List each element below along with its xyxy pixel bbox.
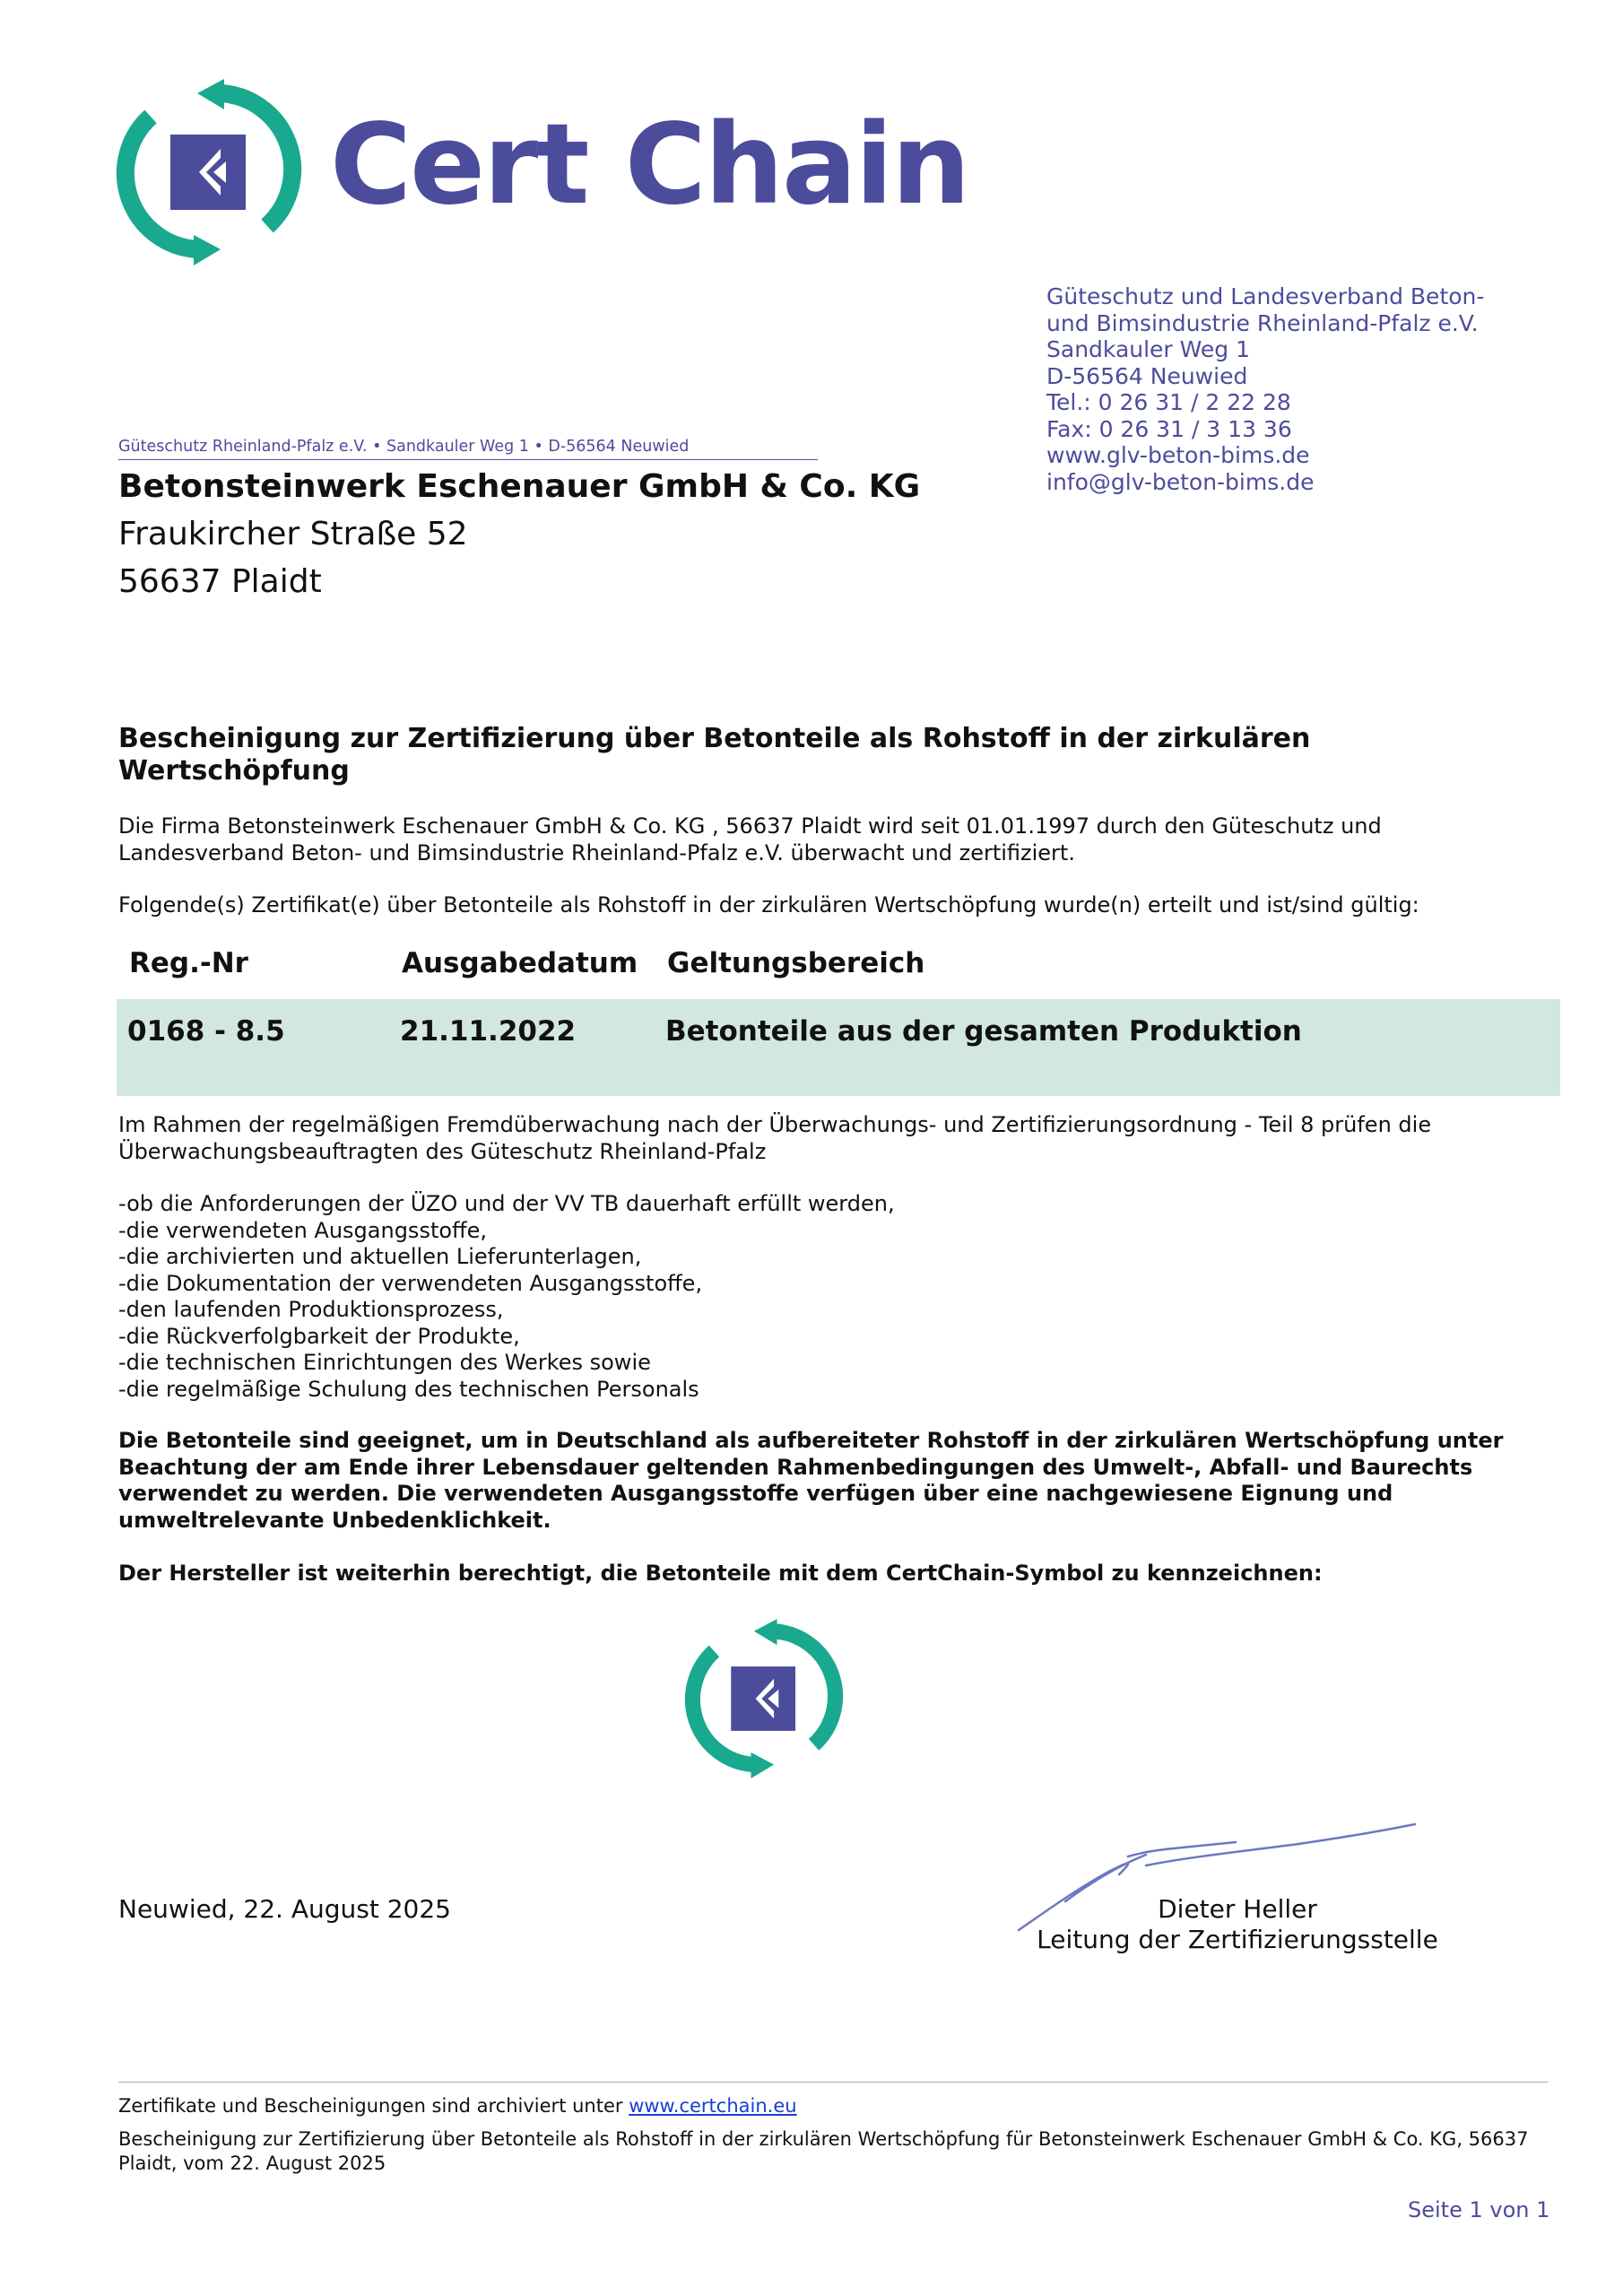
return-address: Güteschutz Rheinland-Pfalz e.V. • Sandkauler Weg 1 • D-56564 Neuwied	[118, 438, 818, 460]
list-item: -ob die Anforderungen der ÜZO und der VV TB dauerhaft erfüllt werden,	[118, 1191, 895, 1216]
document-title: Bescheinigung zur Zertifizierung über Betonteile als Rohstoff in der zirkulären Wertschöpfung	[118, 723, 1311, 787]
signer-block	[1022, 1894, 1453, 1955]
certificate-lead: Folgende(s) Zertifikat(e) über Betonteile als Rohstoff in der zirkulären Wertschöpfung wurde(n) erteilt und ist/sind gültig:	[118, 892, 1419, 918]
list-item: -die Dokumentation der verwendeten Ausgangsstoffe,	[118, 1270, 703, 1296]
monitoring-paragraph: Im Rahmen der regelmäßigen Fremdüberwachung nach der Überwachungs- und Zertifizierungsordnung - Teil 8 prüfen die Überwachungsbeauftragten des Güteschutz Rheinland-Pfalz	[118, 1112, 1432, 1164]
list-item: -den laufenden Produktionsprozess,	[118, 1297, 504, 1322]
recipient-name: Betonsteinwerk Eschenauer GmbH & Co. KG	[118, 468, 921, 505]
sender-fax: Fax: 0 26 31 / 3 13 36	[1046, 415, 1292, 442]
sender-line: Sandkauler Weg 1	[1046, 336, 1251, 362]
header-reg-nr: Reg.-Nr	[129, 947, 248, 979]
sender-line: Güteschutz und Landesverband Beton-	[1046, 283, 1485, 309]
sender-line: und Bimsindustrie Rheinland-Pfalz e.V.	[1046, 309, 1479, 336]
archive-prefix: Zertifikate und Bescheinigungen sind archiviert unter	[118, 2095, 629, 2117]
recipient-city: 56637 Plaidt	[118, 563, 322, 600]
cert-chain-symbol-icon	[683, 1614, 845, 1783]
header-scope: Geltungsbereich	[667, 947, 925, 979]
signer-role: Leitung der Zertifizierungsstelle	[1037, 1925, 1438, 1954]
footer-reference: Bescheinigung zur Zertifizierung über Betonteile als Rohstoff in der zirkulären Wertschöpfung für Betonsteinwerk Eschenauer GmbH & Co. KG, 56637 Plaidt, vom 22. August 2025	[118, 2128, 1529, 2174]
list-item: -die archivierten und aktuellen Lieferunterlagen,	[118, 1244, 642, 1269]
check-list	[118, 1191, 1526, 1403]
cert-chain-logo-icon	[115, 74, 303, 271]
sender-email: info@glv-beton-bims.de	[1046, 468, 1315, 495]
intro-paragraph: Die Firma Betonsteinwerk Eschenauer GmbH & Co. KG , 56637 Plaidt wird seit 01.01.1997 durch den Güteschutz und Landesverband Beton- und Bimsindustrie Rheinland-Pfalz e.V. überwacht und zertifiziert.	[118, 813, 1382, 865]
list-item: -die verwendeten Ausgangsstoffe,	[118, 1217, 487, 1243]
sender-phone: Tel.: 0 26 31 / 2 22 28	[1046, 389, 1291, 415]
recipient-address	[118, 468, 920, 600]
header-issue-date: Ausgabedatum	[402, 947, 638, 979]
signer-name: Dieter Heller	[1158, 1894, 1317, 1924]
footer-divider	[118, 2082, 1548, 2083]
cell-issue-date: 21.11.2022	[400, 1015, 577, 1048]
list-item: -die regelmäßige Schulung des technischen Personals	[118, 1376, 699, 1402]
table-row	[117, 999, 1560, 1096]
sender-address	[1046, 283, 1484, 495]
cell-scope: Betonteile aus der gesamten Produktion	[665, 1015, 1302, 1048]
recipient-street: Fraukircher Straße 52	[118, 516, 468, 552]
page-number: Seite 1 von 1	[1408, 2197, 1550, 2222]
brand-wordmark: Cert Chain	[330, 100, 969, 230]
suitability-paragraph: Die Betonteile sind geeignet, um in Deutschland als aufbereiteter Rohstoff in der zirkulären Wertschöpfung unter Beachtung der am Ende ihrer Lebensdauer geltenden Rahmenbedingungen des Umwelt-, Abfall- und Baurechts verwendet zu werden. Die verwendeten Ausgangsstoffe verfügen über eine nachgewiesene Eignung und umweltrelevante Unbedenklichkeit.	[118, 1428, 1504, 1533]
certificate-table-header	[118, 947, 1553, 987]
cell-reg-nr: 0168 - 8.5	[127, 1015, 285, 1048]
place-date: Neuwied, 22. August 2025	[118, 1894, 451, 1924]
archive-link[interactable]: www.certchain.eu	[629, 2095, 797, 2117]
sender-line: D-56564 Neuwied	[1046, 362, 1248, 389]
entitlement-paragraph: Der Hersteller ist weiterhin berechtigt, die Betonteile mit dem CertChain-Symbol zu kennzeichnen:	[118, 1561, 1323, 1586]
list-item: -die Rückverfolgbarkeit der Produkte,	[118, 1323, 520, 1349]
sender-website: www.glv-beton-bims.de	[1046, 442, 1310, 468]
list-item: -die technischen Einrichtungen des Werkes sowie	[118, 1350, 651, 1375]
footer-archive-note	[118, 2095, 797, 2117]
